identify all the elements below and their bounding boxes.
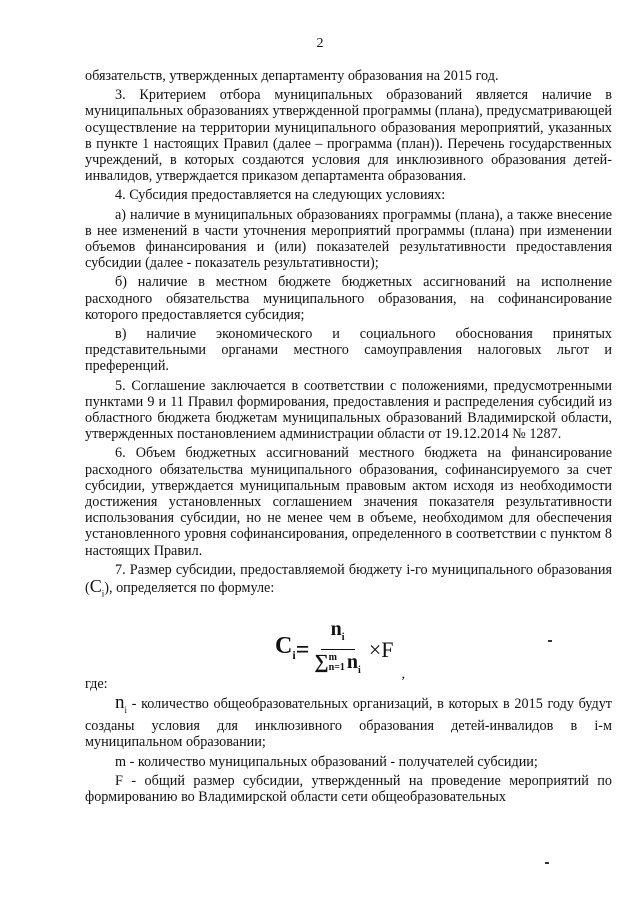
formula-sum-sup: m: [328, 652, 337, 664]
paragraph-item-7-text-a: 7. Размер субсидии, предоставляемой бюджету i-го муниципального образования (: [85, 561, 612, 597]
formula-times-f: ×F: [368, 637, 394, 663]
paragraph-item-4: 4. Субсидия предоставляется на следующих условиях:: [115, 187, 446, 204]
formula-numerator: [321, 618, 355, 650]
formula-den-sub: i: [358, 664, 361, 676]
paragraph-definition-n-text: - количество общеобразовательных организаций, в которых в 2015 году будут созданы условия для инклюзивного образования детей-инвалидов в i-м муниципальном образовании;: [85, 696, 612, 751]
formula-lhs-sub: i: [292, 647, 296, 662]
scan-speck: [545, 862, 549, 864]
paragraph-item-3: 3. Критерием отбора муниципальных образований является наличие в муниципальных образованиях утвержденной программы (плана), предусматривающей осуществление на территории муниципального образования мероприятий, указанных в пункте 1 настоящих Правил (далее – программа (план)). Перечень государственных учреждений, в которых создаются условия для инклюзивного образования детей-инвалидов, утверждается приказом департамента образования.: [85, 87, 612, 185]
formula-sum-limits: [329, 653, 345, 673]
paragraph-definition-m: m - количество муниципальных образований - получателей субсидии;: [115, 753, 538, 770]
paragraph-where: где:: [85, 675, 108, 692]
symbol-ci-letter: C: [89, 576, 102, 597]
formula-lhs-var: C: [275, 632, 293, 659]
formula-den-var: n: [346, 650, 359, 673]
formula: [85, 612, 612, 682]
formula-expression: [275, 618, 405, 683]
paragraph-definition-n: [85, 692, 612, 751]
paragraph-definition-f: F - общий размер субсидии, утвержденный на проведение мероприятий по формированию во Владимирской области сети общеобразовательных: [85, 772, 612, 805]
page-number: 2: [316, 36, 324, 51]
formula-comma: ,: [401, 666, 405, 682]
symbol-ci: [89, 576, 105, 599]
formula-fraction: [314, 618, 360, 683]
document-body: [85, 68, 612, 808]
paragraph-item-6: 6. Объем бюджетных ассигнований местного бюджета на финансирование расходного обязательства муниципального образования, софинансируемого за счет субсидии, утверждается муниципальным правовым актом исходя из необходимости достижения установленных соглашением значения показателя результативности использования субсидии, но не менее чем в объеме, необходимом для обеспечения установленного уровня софинансирования, определенного в соответствии с пунктом 8 настоящих Правил.: [85, 445, 612, 559]
paragraph-condition-b: б) наличие в местном бюджете бюджетных ассигнований на исполнение расходного обязательства муниципального образования, на софинансирование которого предоставляется субсидия;: [85, 274, 612, 323]
paragraph-condition-v: в) наличие экономического и социального обоснования принятых представительными органами местного самоуправления налоговых льгот и преференций.: [85, 326, 612, 375]
paragraph-continuation: обязательств, утвержденных департаменту образования на 2015 год.: [85, 68, 499, 84]
formula-num-var: n: [330, 617, 342, 640]
formula-sum-sign: ∑: [314, 650, 329, 673]
symbol-ni-letter: n: [115, 692, 125, 714]
paragraph-item-7-text-b: ), определяется по формуле:: [104, 580, 275, 597]
symbol-ni-sub: i: [124, 704, 128, 715]
paragraph-item-7: [85, 562, 612, 602]
formula-num-sub: i: [341, 631, 345, 643]
symbol-ni: [115, 692, 127, 713]
formula-denominator: [314, 650, 360, 683]
paragraph-item-5: 5. Соглашение заключается в соответствии с положениями, предусмотренными пунктами 9 и 11 Правил формирования, предоставления и распределения субсидий из областного бюджета бюджетам муниципальных образований Владимирской области, утвержденных постановлением администрации области от 19.12.2014 № 1287.: [85, 377, 612, 443]
paragraph-condition-a: а) наличие в муниципальных образованиях программы (плана), а также внесение в нее изменений в части уточнения мероприятий программы (плана) при изменении объемов финансирования и (или) показателей результативности предоставления субсидии (далее - показатель результативности);: [85, 206, 612, 272]
formula-sum-sub: n=1: [328, 662, 345, 674]
formula-equals: =: [295, 637, 310, 664]
symbol-ci-sub: i: [101, 588, 105, 599]
formula-lhs: [275, 632, 296, 663]
scan-speck: [548, 640, 552, 642]
